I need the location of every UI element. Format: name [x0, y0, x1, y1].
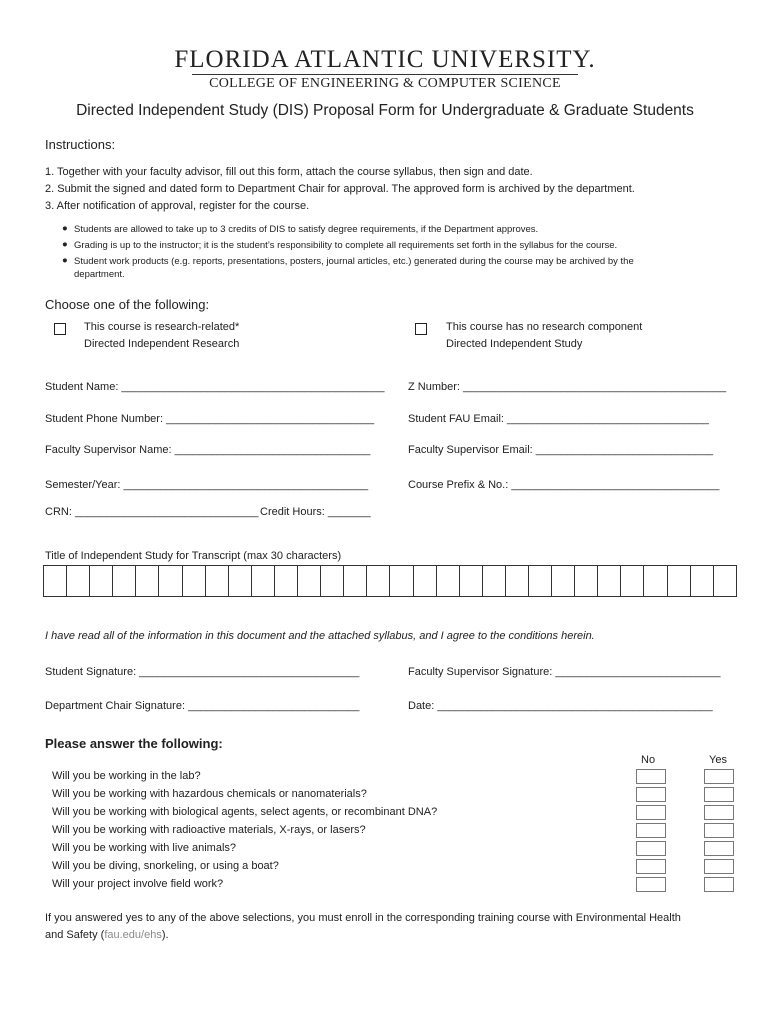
semester-field[interactable]: Semester/Year: ________________________________________: [45, 479, 369, 491]
answer-no-checkbox[interactable]: [636, 823, 666, 838]
no-column-label: No: [641, 754, 656, 766]
instruction-step: 3. After notification of approval, register for the course.: [45, 200, 310, 212]
answer-yes-checkbox[interactable]: [704, 859, 734, 874]
crn-field[interactable]: CRN: ______________________________: [45, 506, 259, 518]
answer-no-checkbox[interactable]: [636, 841, 666, 856]
z-number-field[interactable]: Z Number: ___________________________________________: [408, 381, 727, 393]
chair-signature-field[interactable]: Department Chair Signature: ____________________________: [45, 700, 360, 712]
student-email-field[interactable]: Student FAU Email: _________________________________: [408, 413, 709, 425]
bullet-icon: ●: [62, 239, 68, 250]
answer-yes-checkbox[interactable]: [704, 823, 734, 838]
question-item: Will you be working with radioactive materials, X-rays, or lasers?: [52, 824, 366, 836]
choose-heading: Choose one of the following:: [45, 297, 210, 312]
credit-hours-field[interactable]: Credit Hours: _______: [260, 506, 371, 518]
answer-yes-checkbox[interactable]: [704, 877, 734, 892]
no-research-checkbox[interactable]: [415, 323, 427, 335]
instructions-heading: Instructions:: [45, 137, 116, 152]
question-item: Will you be diving, snorkeling, or using a boat?: [52, 860, 279, 872]
faculty-name-field[interactable]: Faculty Supervisor Name: ________________________________: [45, 444, 371, 456]
bullet-icon: ●: [62, 255, 68, 266]
ehs-link[interactable]: fau.edu/ehs: [104, 929, 162, 941]
transcript-title-label: Title of Independent Study for Transcript (max 30 characters): [45, 550, 342, 562]
instruction-bullet: Students are allowed to take up to 3 credits of DIS to satisfy degree requirements, if the Department approves.: [74, 224, 539, 235]
option-study-sublabel: Directed Independent Study: [446, 338, 583, 350]
question-item: Will you be working with live animals?: [52, 842, 237, 854]
research-checkbox[interactable]: [54, 323, 66, 335]
question-item: Will you be working with hazardous chemicals or nanomaterials?: [52, 788, 367, 800]
instruction-bullet-cont: department.: [74, 269, 125, 280]
faculty-email-field[interactable]: Faculty Supervisor Email: _____________________________: [408, 444, 714, 456]
transcript-title-grid[interactable]: [43, 565, 737, 597]
question-item: Will you be working in the lab?: [52, 770, 201, 782]
student-phone-field[interactable]: Student Phone Number: __________________________________: [45, 413, 375, 425]
instruction-step: 2. Submit the signed and dated form to Department Chair for approval. The approved form is archived by the department.: [45, 183, 635, 195]
agreement-text: I have read all of the information in this document and the attached syllabus, and I agree to the conditions herein.: [45, 630, 595, 642]
answer-yes-checkbox[interactable]: [704, 787, 734, 802]
answer-yes-checkbox[interactable]: [704, 841, 734, 856]
answer-yes-checkbox[interactable]: [704, 769, 734, 784]
faculty-signature-field[interactable]: Faculty Supervisor Signature: ___________________________: [408, 666, 721, 678]
answer-no-checkbox[interactable]: [636, 859, 666, 874]
footer-note-cont: [45, 929, 169, 941]
yes-column-label: Yes: [709, 754, 727, 766]
page-title: Directed Independent Study (DIS) Proposal Form for Undergraduate & Graduate Students: [76, 102, 694, 119]
footer-pre: and Safety (: [45, 929, 105, 941]
footer-post: ).: [161, 929, 169, 941]
logo-divider: [192, 74, 578, 75]
option-study-label: This course has no research component: [446, 321, 643, 333]
instruction-bullet: Student work products (e.g. reports, presentations, posters, journal articles, etc.) generated during the course may be archived by the: [74, 256, 634, 267]
university-logo-text: FLORIDA ATLANTIC UNIVERSITY.: [174, 46, 596, 73]
instruction-bullet: Grading is up to the instructor; it is the student’s responsibility to complete all requirements set forth in the syllabus for the course.: [74, 240, 618, 251]
college-name: COLLEGE OF ENGINEERING & COMPUTER SCIENCE: [209, 76, 561, 91]
answer-yes-checkbox[interactable]: [704, 805, 734, 820]
course-prefix-field[interactable]: Course Prefix & No.: __________________________________: [408, 479, 720, 491]
footer-note: If you answered yes to any of the above selections, you must enroll in the corresponding training course with Environmental Health: [45, 912, 681, 924]
instruction-step: 1. Together with your faculty advisor, fill out this form, attach the course syllabus, then sign and date.: [45, 166, 533, 178]
question-item: Will you be working with biological agents, select agents, or recombinant DNA?: [52, 806, 438, 818]
student-name-field[interactable]: Student Name: ___________________________________________: [45, 381, 385, 393]
answer-no-checkbox[interactable]: [636, 787, 666, 802]
bullet-icon: ●: [62, 223, 68, 234]
question-item: Will your project involve field work?: [52, 878, 224, 890]
date-field[interactable]: Date: _____________________________________________: [408, 700, 713, 712]
option-research-sublabel: Directed Independent Research: [84, 338, 240, 350]
answer-no-checkbox[interactable]: [636, 805, 666, 820]
answer-no-checkbox[interactable]: [636, 877, 666, 892]
student-signature-field[interactable]: Student Signature: ____________________________________: [45, 666, 360, 678]
questions-heading: Please answer the following:: [45, 736, 223, 751]
option-research-label: This course is research-related*: [84, 321, 240, 333]
answer-no-checkbox[interactable]: [636, 769, 666, 784]
